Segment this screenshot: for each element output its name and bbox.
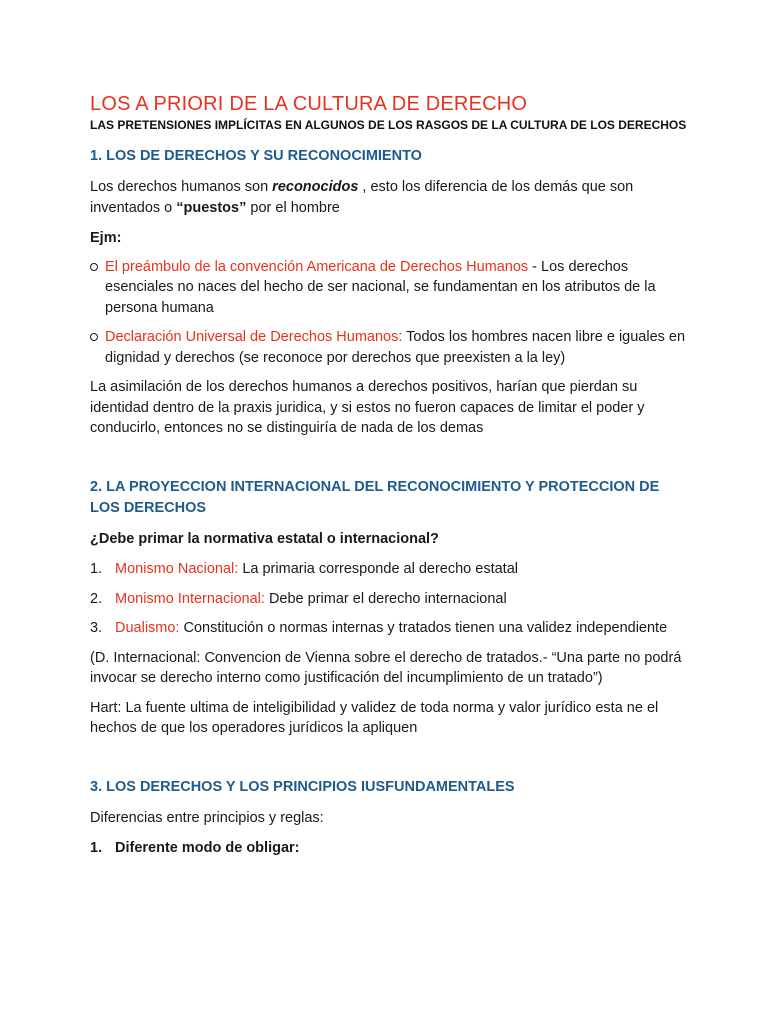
bullet-text: Todos los hombres nacen libre e iguales en dignidad y derechos (se reconoce por derechos que preexisten a la ley)	[105, 329, 686, 366]
circle-bullet-icon	[90, 263, 98, 271]
numbered-item	[90, 559, 690, 580]
item-number: 1.	[90, 561, 103, 577]
document-subtitle: LAS PRETENSIONES IMPLÍCITAS EN ALGUNOS DE LOS RASGOS DE LA CULTURA DE LOS DERECHOS	[90, 118, 687, 132]
section-2-hart: Hart: La fuente ultima de inteligibilidad y validez de toda norma y valor jurídico esta ne el hechos de que los operadores jurídicos la apliquen	[90, 699, 659, 736]
circle-bullet-icon	[90, 333, 98, 341]
intro-text-e: por el hombre	[246, 199, 340, 216]
item-highlight: Dualismo:	[115, 620, 180, 636]
section-1-closing: La asimilación de los derechos humanos a derechos positivos, harían que pierdan su identidad dentro de la praxis juridica, y si estos no fueron capaces de limitar el poder y conducirlo, entonces no se distinguiría de nada de los demas	[90, 379, 645, 436]
item-text: Diferente modo de obligar:	[115, 840, 300, 856]
document-page	[90, 92, 690, 859]
item-number: 1.	[90, 840, 103, 856]
section-2-question: ¿Debe primar la normativa estatal o internacional?	[90, 530, 439, 547]
numbered-item	[90, 838, 690, 859]
bullet-item	[90, 327, 690, 368]
item-text: Debe primar el derecho internacional	[264, 590, 507, 607]
intro-emphasis-reconocidos: reconocidos	[272, 179, 359, 195]
bullet-highlight: El preámbulo de la convención Americana de Derechos Humanos	[105, 258, 529, 275]
item-text: La primaria corresponde al derecho estatal	[238, 561, 518, 577]
item-highlight: Monismo Internacional:	[115, 590, 265, 607]
item-number: 3.	[90, 620, 103, 636]
section-3-heading: 3. LOS DERECHOS Y LOS PRINCIPIOS IUSFUNDAMENTALES	[90, 778, 515, 795]
section-3-intro: Diferencias entre principios y reglas:	[90, 809, 324, 826]
ejm-label: Ejm:	[90, 230, 122, 246]
item-highlight: Monismo Nacional:	[115, 561, 239, 577]
numbered-item	[90, 589, 690, 610]
intro-text-c: , esto los diferencia de los demás que son inventados o	[90, 179, 634, 216]
item-text: Constitución o normas internas y tratados tienen una validez independiente	[179, 620, 668, 636]
intro-emphasis-puestos: “puestos”	[176, 199, 247, 216]
section-2-note: (D. Internacional: Convencion de Vienna sobre el derecho de tratados.- “Una parte no podrá invocar se derecho interno como justificación del incumplimiento de un tratado”)	[90, 649, 682, 686]
intro-text-a: Los derechos humanos son	[90, 179, 273, 195]
bullet-text: - Los derechos esenciales no naces del hecho de ser nacional, se fundamentan en los atributos de la persona humana	[105, 258, 656, 316]
section-1-intro	[90, 177, 690, 218]
section-2-heading: 2. LA PROYECCION INTERNACIONAL DEL RECONOCIMIENTO Y PROTECCION DE LOS DERECHOS	[90, 478, 660, 516]
numbered-item	[90, 618, 690, 639]
bullet-item	[90, 257, 690, 319]
document-title: LOS A PRIORI DE LA CULTURA DE DERECHO	[90, 93, 528, 115]
section-1-heading: 1. LOS DE DERECHOS Y SU RECONOCIMIENTO	[90, 148, 422, 164]
bullet-highlight: Declaración Universal de Derechos Humanos:	[105, 329, 403, 345]
item-number: 2.	[90, 590, 103, 607]
